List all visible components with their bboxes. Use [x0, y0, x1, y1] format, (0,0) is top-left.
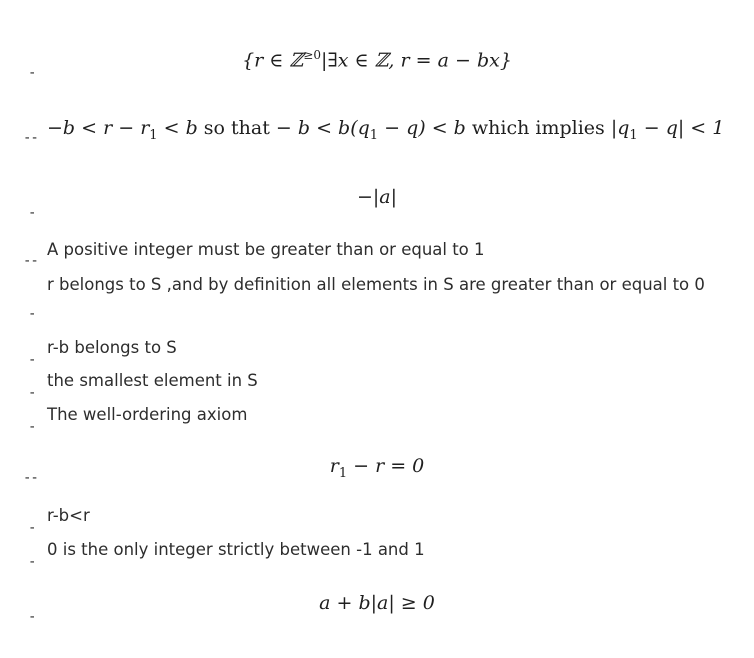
math-expression-set-definition: {r ∈ ℤ$^{\ge 0}$|∃x ∈ ℤ, r = a − bx} [242, 48, 512, 72]
drag-handle-dash: -- [23, 130, 38, 146]
math-expression-neg-abs-a: −|a| [356, 186, 398, 208]
drag-handle-dash: - [28, 419, 36, 435]
drag-handle-dash: - [28, 306, 36, 322]
drag-handle-dash: -- [23, 470, 38, 486]
option-text: 0 is the only integer strictly between -1 and 1 [47, 540, 425, 559]
drag-handle-dash: - [28, 65, 36, 81]
drag-handle-dash: -- [23, 253, 38, 269]
math-expression-bound-implication: $-b < r - r_1 < b$ so that − $b < b(q_1 - q) < b$ which implies $|q_1 - q| < 1$ [47, 117, 725, 143]
option-text: r-b belongs to S [47, 338, 177, 357]
drag-handle-dash: - [28, 554, 36, 570]
drag-handle-dash: - [28, 520, 36, 536]
drag-handle-dash: - [28, 385, 36, 401]
option-text: A positive integer must be greater than or equal to 1 [47, 240, 485, 259]
option-text: r-b<r [47, 506, 90, 525]
drag-handle-dash: - [28, 205, 36, 221]
drag-handle-dash: - [28, 609, 36, 625]
drag-handle-dash: - [28, 352, 36, 368]
math-expression-r1-minus-r: $r_1 - r = 0$ [329, 455, 425, 481]
option-text: r belongs to S ,and by definition all elements in S are greater than or equal to 0 [47, 275, 705, 294]
math-expression-a-plus-b-abs-a: a + b|a| ≥ 0 [319, 592, 435, 614]
option-text: the smallest element in S [47, 371, 258, 390]
option-text: The well-ordering axiom [47, 405, 248, 424]
